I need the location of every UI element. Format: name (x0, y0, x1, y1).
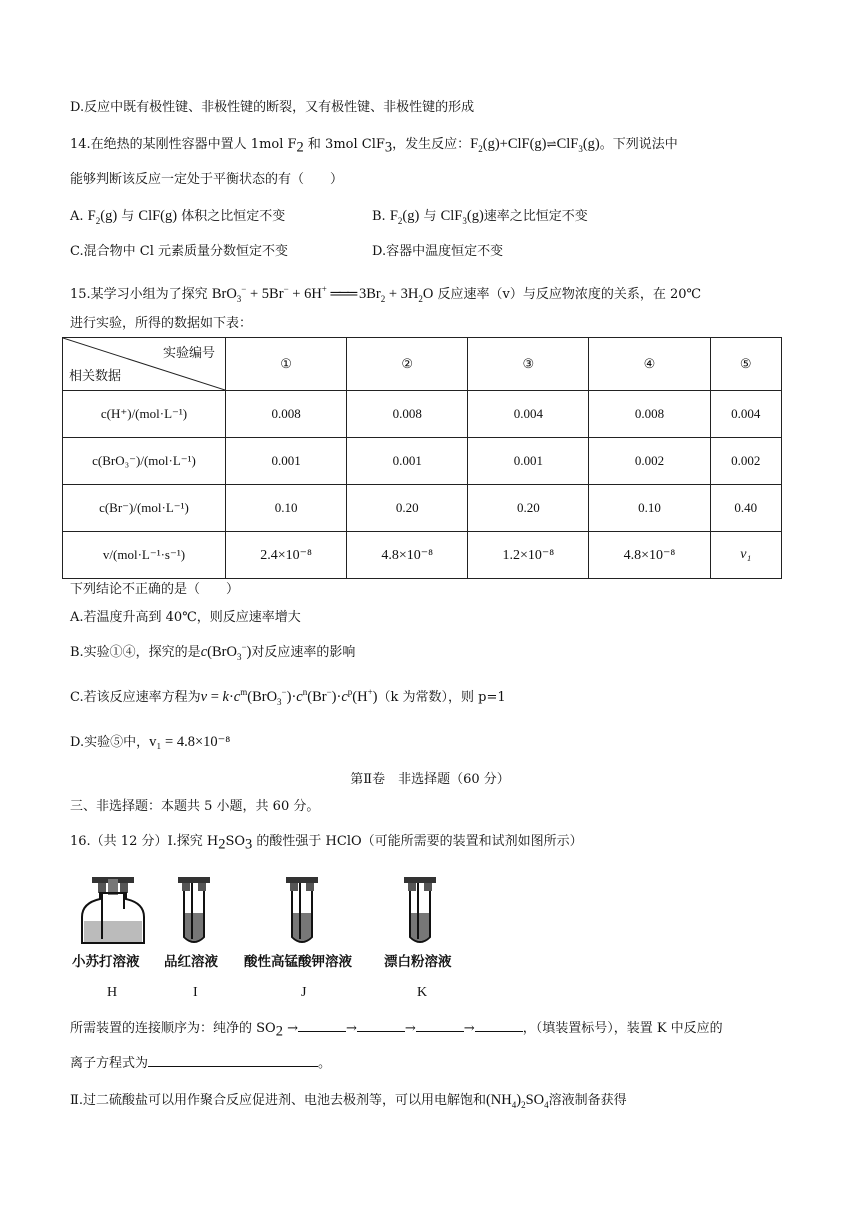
q15-option-d: D.实验⑤中，v₁ = 4.8×10⁻⁸ (70, 734, 231, 750)
q15-option-a: A.若温度升高到 40℃，则反应速率增大 (70, 610, 301, 625)
column-header: ④ (589, 338, 710, 391)
q16-part-ii: Ⅱ.过二硫酸盐可以用作聚合反应促进剂、电池去极剂等，可以用电解饱和$(NH_4)_2SO_4$溶液制备获得 (70, 1092, 627, 1110)
table-row (63, 391, 782, 438)
apparatus-letter: J (301, 985, 307, 1000)
corner-top-label: 实验编号 (162, 346, 215, 361)
q16-connection-order: 所需装置的连接顺序为：纯净的 $SO_2$ → → → → ，（填装置标号），装置 K 中反应的 (70, 1017, 723, 1039)
table-cell: 0.001 (468, 438, 589, 485)
table-cell: 0.008 (347, 391, 468, 438)
corner-bottom-label: 相关数据 (69, 369, 122, 384)
q14-option-a: A. $F_2(g)$ 与 ClF(g) 体积之比恒定不变 (70, 208, 286, 226)
table-cell: 0.008 (589, 391, 710, 438)
q14-option-d: D.容器中温度恒定不变 (372, 244, 504, 259)
q15-equation: BrO$_3$− + 5Br− + 6H+ ═══ $3Br_2 + 3H_2O$ (211, 284, 434, 304)
apparatus-letter: H (107, 985, 118, 1000)
q15-stem-2: 进行实验，所得的数据如下表： (70, 316, 253, 331)
apparatus-label: 漂白粉溶液 (384, 954, 452, 970)
q16-stem: 16.（共 12 分）Ⅰ.探究 $H_2SO_3$ 的酸性强于 HClO（可能所需要的装置和试剂如图所示） (70, 834, 583, 853)
row-header: c(H⁺)/(mol·L⁻¹) (63, 391, 226, 438)
table-row (63, 532, 782, 579)
table-cell: v₁ (710, 532, 782, 579)
table-cell: 1.2×10⁻⁸ (468, 532, 589, 579)
test-tube-icon (282, 875, 322, 947)
table-cell: 4.8×10⁻⁸ (589, 532, 710, 579)
q15-stem: 15.某学习小组为了探究 BrO$_3$− + 5Br− + 6H+ ═══ $3Br_2 + 3H_2O$ 反应速率（v）与反应物浓度的关系，在 20℃ (70, 284, 702, 304)
table-cell: 0.004 (710, 391, 782, 438)
q15-prompt: 下列结论不正确的是（ ） (70, 582, 240, 597)
apparatus-letter: K (417, 985, 428, 1000)
table-cell: 0.20 (347, 485, 468, 532)
section-title: 第Ⅱ卷 非选择题（60 分） (350, 772, 510, 787)
answer-blank[interactable] (357, 1017, 405, 1032)
apparatus-label: 酸性高锰酸钾溶液 (244, 954, 352, 970)
table-cell: 0.001 (226, 438, 347, 485)
table-cell: 0.004 (468, 391, 589, 438)
answer-blank[interactable] (475, 1017, 523, 1032)
test-tube-icon (174, 875, 214, 947)
table-cell: 0.10 (589, 485, 710, 532)
column-header: ⑤ (710, 338, 782, 391)
q14-stem-2: 能够判断该反应一定处于平衡状态的有（ ） (70, 172, 344, 187)
answer-blank[interactable] (148, 1052, 318, 1067)
apparatus-label: 小苏打溶液 (72, 954, 140, 970)
row-header: c(BrO₃⁻)/(mol·L⁻¹) (63, 438, 226, 485)
q13-option-d: D.反应中既有极性键、非极性键的断裂，又有极性键、非极性键的形成 (70, 100, 475, 115)
table-row (63, 438, 782, 485)
q14-stem: 14.在绝热的某刚性容器中置人 1mol $F_2$ 和 3mol ClF$_3$，发生反应：$F_2(g)+ClF(g)\rightleftharpoons ClF_3(g)$。下列说法中 (70, 136, 678, 156)
section-heading: 三、非选择题：本题共 5 小题，共 60 分。 (70, 799, 320, 814)
table-cell: 0.20 (468, 485, 589, 532)
q16-ion-equation: 离子方程式为 。 (70, 1052, 331, 1074)
table-cell: 0.10 (226, 485, 347, 532)
q14-equation: $F_2(g)+ClF(g)\rightleftharpoons ClF_3(g)$ (470, 136, 600, 154)
column-header: ② (347, 338, 468, 391)
row-header: v/(mol·L⁻¹·s⁻¹) (63, 532, 226, 579)
table-cell: 0.008 (226, 391, 347, 438)
row-header: c(Br⁻)/(mol·L⁻¹) (63, 485, 226, 532)
table-cell: 0.001 (347, 438, 468, 485)
table-cell: 2.4×10⁻⁸ (226, 532, 347, 579)
table-cell: 0.002 (589, 438, 710, 485)
answer-blank[interactable] (416, 1017, 464, 1032)
table-row (63, 485, 782, 532)
column-header: ① (226, 338, 347, 391)
column-header: ③ (468, 338, 589, 391)
table-corner-cell (63, 338, 226, 391)
q15-option-b: B.实验①④，探究的是c(BrO$_3$−)对反应速率的影响 (70, 642, 356, 662)
gas-washing-bottle-icon (78, 875, 148, 947)
table-cell: 0.40 (710, 485, 782, 532)
table-cell: 4.8×10⁻⁸ (347, 532, 468, 579)
q14-option-b: B. $F_2(g)$ 与 ClF$_3$(g)速率之比恒定不变 (372, 208, 588, 226)
q14-option-c: C.混合物中 Cl 元素质量分数恒定不变 (70, 244, 288, 259)
apparatus-letter: I (193, 985, 198, 1000)
test-tube-icon (400, 875, 440, 947)
apparatus-label: 品红溶液 (164, 954, 218, 970)
q15-option-c: C.若该反应速率方程为$v = k\cdot c^m(BrO_3^-)\cdot c^n(Br^-)\cdot c^p(H^+)(k$ 为常数），则 p=1 (70, 687, 506, 707)
answer-blank[interactable] (298, 1017, 346, 1032)
table-cell: 0.002 (710, 438, 782, 485)
q15-data-table (62, 337, 782, 579)
